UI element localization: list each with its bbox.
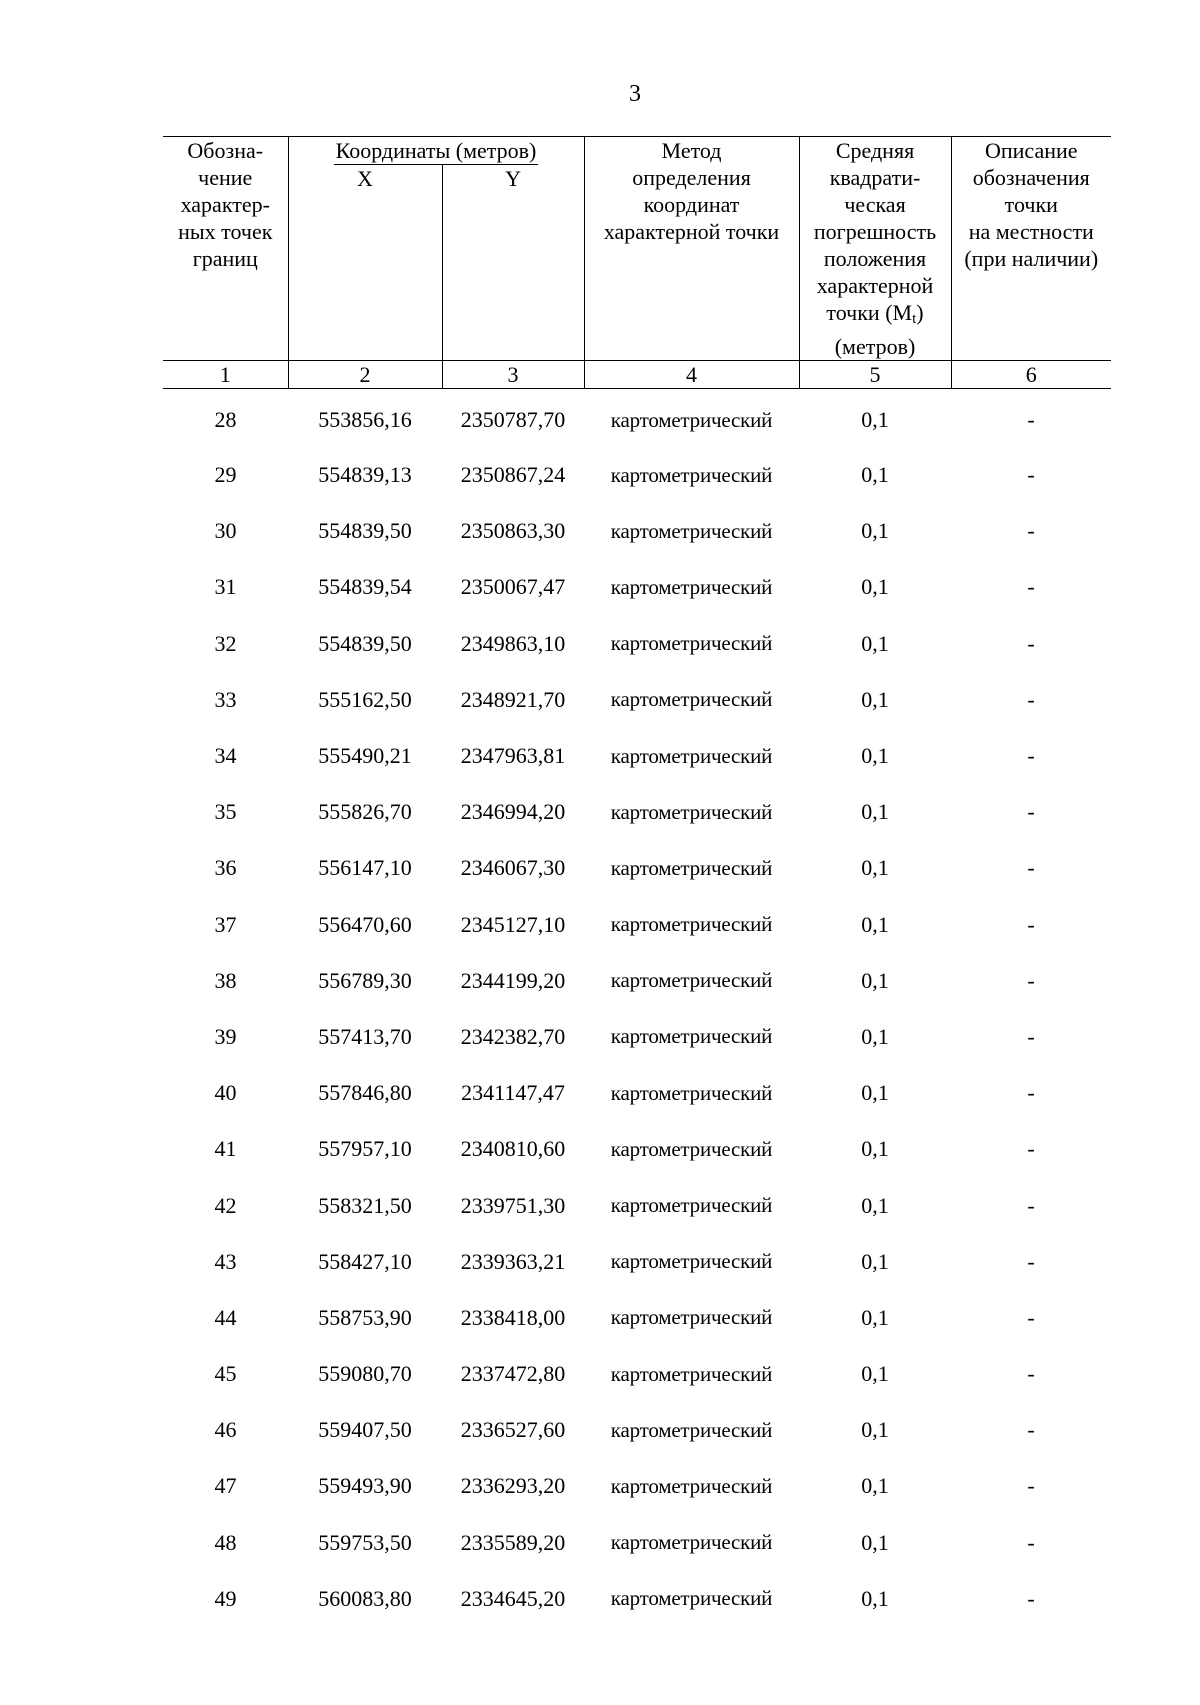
cell-point-number: 48 — [214, 1529, 237, 1555]
cell-x-coordinate: 554839,54 — [318, 574, 412, 600]
column-number: 6 — [951, 361, 1111, 389]
table-row — [163, 1065, 1111, 1121]
cell-description: - — [1027, 574, 1035, 600]
cell-y-coordinate: 2339363,21 — [460, 1248, 566, 1274]
cell-description: - — [1027, 1417, 1035, 1443]
cell-point-number: 35 — [214, 799, 237, 825]
cell-method: картометрический — [610, 1024, 773, 1049]
column-number: 1 — [163, 361, 288, 389]
cell-x-coordinate: 557846,80 — [318, 1080, 412, 1106]
cell-description: - — [1027, 911, 1035, 937]
cell-description: - — [1027, 518, 1035, 544]
column-number: 4 — [584, 361, 799, 389]
table-header — [163, 137, 1111, 389]
cell-point-number: 45 — [214, 1361, 237, 1387]
cell-x-coordinate: 556789,30 — [318, 967, 412, 993]
cell-description: - — [1027, 1529, 1035, 1555]
table-row — [163, 897, 1111, 953]
table-row — [163, 1458, 1111, 1514]
cell-method: картометрический — [610, 1080, 773, 1105]
cell-y-coordinate: 2346994,20 — [460, 799, 566, 825]
cell-point-number: 30 — [214, 518, 237, 544]
cell-method: картометрический — [610, 687, 773, 712]
cell-point-number: 47 — [214, 1473, 237, 1499]
cell-mean-square-error: 0,1 — [861, 911, 889, 937]
header-error-line: ческая — [844, 192, 906, 217]
table-row — [163, 840, 1111, 896]
cell-description: - — [1027, 630, 1035, 656]
cell-description: - — [1027, 407, 1035, 432]
cell-description: - — [1027, 1585, 1035, 1611]
cell-y-coordinate: 2347963,81 — [460, 743, 566, 769]
cell-y-coordinate: 2335589,20 — [460, 1529, 566, 1555]
header-error-mt-suffix: ) — [916, 300, 924, 325]
cell-point-number: 32 — [214, 630, 237, 656]
cell-point-number: 38 — [214, 967, 237, 993]
table-row — [163, 1402, 1111, 1458]
cell-point-number: 29 — [214, 462, 237, 488]
header-method-line: характерной точки — [603, 219, 780, 244]
cell-mean-square-error: 0,1 — [861, 1304, 889, 1330]
table-row — [163, 389, 1111, 448]
cell-mean-square-error: 0,1 — [861, 407, 889, 432]
cell-x-coordinate: 559493,90 — [318, 1473, 412, 1499]
table-row — [163, 1571, 1111, 1627]
cell-x-coordinate: 558321,50 — [318, 1192, 412, 1218]
column-number: 5 — [799, 361, 951, 389]
cell-mean-square-error: 0,1 — [861, 1248, 889, 1274]
cell-method: картометрический — [610, 968, 773, 993]
cell-method: картометрический — [610, 743, 773, 768]
header-method-line: координат — [643, 192, 740, 217]
cell-description: - — [1027, 799, 1035, 825]
header-point-designation-line: характер- — [180, 192, 270, 217]
table-row — [163, 672, 1111, 728]
cell-y-coordinate: 2350787,70 — [460, 407, 566, 432]
cell-x-coordinate: 557957,10 — [318, 1136, 412, 1162]
cell-method: картометрический — [610, 1473, 773, 1498]
cell-point-number: 28 — [214, 407, 237, 432]
cell-x-coordinate: 560083,80 — [318, 1585, 412, 1611]
column-number: 3 — [442, 361, 584, 389]
cell-point-number: 46 — [214, 1417, 237, 1443]
cell-method: картометрический — [610, 462, 773, 487]
cell-description: - — [1027, 686, 1035, 712]
table-row — [163, 1290, 1111, 1346]
header-point-designation-line: ных точек — [178, 219, 273, 244]
page-number: 3 — [629, 81, 641, 107]
header-mean-square-error — [799, 137, 951, 361]
cell-description: - — [1027, 1136, 1035, 1162]
header-coordinates-title: Координаты (метров) — [335, 138, 537, 163]
header-error-line: квадрати- — [829, 165, 921, 190]
cell-method: картометрический — [610, 1417, 773, 1442]
cell-y-coordinate: 2336527,60 — [460, 1417, 566, 1443]
cell-mean-square-error: 0,1 — [861, 462, 889, 488]
table-row — [163, 1121, 1111, 1177]
cell-method: картометрический — [610, 855, 773, 880]
cell-point-number: 39 — [214, 1023, 237, 1049]
cell-y-coordinate: 2339751,30 — [460, 1192, 566, 1218]
cell-description: - — [1027, 743, 1035, 769]
table-row — [163, 1234, 1111, 1290]
cell-y-coordinate: 2340810,60 — [460, 1136, 566, 1162]
cell-mean-square-error: 0,1 — [861, 1136, 889, 1162]
cell-x-coordinate: 555490,21 — [318, 743, 412, 769]
header-error-mt-subscript: t — [912, 311, 917, 327]
cell-x-coordinate: 559080,70 — [318, 1361, 412, 1387]
cell-method: картометрический — [610, 631, 773, 656]
header-method-line: Метод — [661, 138, 722, 163]
cell-x-coordinate: 554839,50 — [318, 630, 412, 656]
table-row — [163, 1346, 1111, 1402]
cell-description: - — [1027, 1080, 1035, 1106]
cell-y-coordinate: 2350867,24 — [460, 462, 566, 488]
cell-mean-square-error: 0,1 — [861, 743, 889, 769]
cell-description: - — [1027, 1192, 1035, 1218]
header-point-designation-line: чение — [198, 165, 253, 190]
header-description-line: обозначения — [972, 165, 1090, 190]
cell-y-coordinate: 2341147,47 — [461, 1080, 565, 1106]
cell-point-number: 43 — [214, 1248, 237, 1274]
cell-method: картометрический — [610, 912, 773, 937]
cell-y-coordinate: 2334645,20 — [460, 1585, 566, 1611]
cell-x-coordinate: 559753,50 — [318, 1529, 412, 1555]
cell-mean-square-error: 0,1 — [861, 1585, 889, 1611]
cell-x-coordinate: 557413,70 — [318, 1023, 412, 1049]
header-error-line: характерной — [816, 273, 934, 298]
cell-point-number: 49 — [214, 1585, 237, 1611]
table-row — [163, 1515, 1111, 1571]
cell-mean-square-error: 0,1 — [861, 967, 889, 993]
cell-method: картометрический — [610, 518, 773, 543]
cell-description: - — [1027, 1473, 1035, 1499]
cell-x-coordinate: 555826,70 — [318, 799, 412, 825]
cell-method: картометрический — [610, 1586, 773, 1611]
cell-point-number: 36 — [214, 855, 237, 881]
cell-x-coordinate: 553856,16 — [318, 407, 412, 432]
cell-x-coordinate: 554839,13 — [318, 462, 412, 488]
table-row — [163, 1177, 1111, 1233]
cell-description: - — [1027, 855, 1035, 881]
cell-y-coordinate: 2344199,20 — [460, 967, 566, 993]
cell-point-number: 31 — [214, 574, 237, 600]
cell-y-coordinate: 2350067,47 — [460, 574, 566, 600]
cell-method: картометрический — [610, 1136, 773, 1161]
header-x: X — [288, 165, 442, 360]
cell-method: картометрический — [610, 799, 773, 824]
table-row — [163, 784, 1111, 840]
cell-mean-square-error: 0,1 — [861, 518, 889, 544]
header-coordinates-group — [288, 137, 584, 166]
cell-method: картометрический — [610, 1193, 773, 1218]
cell-description: - — [1027, 967, 1035, 993]
table-row — [163, 503, 1111, 559]
header-method-line: определения — [632, 165, 751, 190]
cell-x-coordinate: 555162,50 — [318, 686, 412, 712]
header-point-designation — [163, 137, 288, 361]
header-error-line: положения — [823, 246, 927, 271]
cell-y-coordinate: 2346067,30 — [460, 855, 566, 881]
cell-description: - — [1027, 462, 1035, 488]
cell-point-number: 44 — [214, 1304, 237, 1330]
cell-description: - — [1027, 1361, 1035, 1387]
cell-method: картометрический — [610, 1305, 773, 1330]
cell-description: - — [1027, 1304, 1035, 1330]
cell-mean-square-error: 0,1 — [861, 1417, 889, 1443]
cell-mean-square-error: 0,1 — [861, 1473, 889, 1499]
table-row — [163, 728, 1111, 784]
cell-point-number: 37 — [214, 911, 237, 937]
header-description-line: точки — [1004, 192, 1058, 217]
cell-x-coordinate: 556470,60 — [318, 911, 412, 937]
cell-mean-square-error: 0,1 — [861, 799, 889, 825]
cell-mean-square-error: 0,1 — [861, 1192, 889, 1218]
cell-x-coordinate: 558427,10 — [318, 1248, 412, 1274]
cell-y-coordinate: 2348921,70 — [460, 686, 566, 712]
header-point-designation-line: Обозна- — [187, 138, 264, 163]
table-body — [163, 389, 1111, 1627]
table-row — [163, 559, 1111, 615]
header-point-designation-line: границ — [192, 246, 258, 271]
table-row — [163, 953, 1111, 1009]
cell-y-coordinate: 2337472,80 — [460, 1361, 566, 1387]
cell-y-coordinate: 2336293,20 — [460, 1473, 566, 1499]
table-row — [163, 447, 1111, 503]
cell-y-coordinate: 2342382,70 — [460, 1023, 566, 1049]
cell-point-number: 41 — [214, 1136, 237, 1162]
cell-mean-square-error: 0,1 — [861, 1361, 889, 1387]
column-numbers-row — [163, 361, 1111, 389]
header-error-line: погрешность — [813, 219, 937, 244]
cell-x-coordinate: 556147,10 — [318, 855, 412, 881]
header-description-line: (при наличии) — [964, 246, 1099, 271]
header-description — [951, 137, 1111, 361]
cell-x-coordinate: 558753,90 — [318, 1304, 412, 1330]
cell-mean-square-error: 0,1 — [861, 1023, 889, 1049]
cell-description: - — [1027, 1248, 1035, 1274]
cell-point-number: 40 — [214, 1080, 237, 1106]
cell-method: картометрический — [610, 574, 773, 599]
cell-y-coordinate: 2338418,00 — [460, 1304, 566, 1330]
cell-description: - — [1027, 1023, 1035, 1049]
header-method — [584, 137, 799, 361]
header-description-line: Описание — [984, 138, 1078, 163]
cell-method: картометрический — [610, 1530, 773, 1555]
coordinates-table-wrapper — [163, 136, 1111, 1627]
header-error-mt-line — [802, 299, 949, 333]
header-error-line: (метров) — [834, 334, 916, 359]
cell-mean-square-error: 0,1 — [861, 1529, 889, 1555]
cell-point-number: 33 — [214, 686, 237, 712]
cell-x-coordinate: 559407,50 — [318, 1417, 412, 1443]
cell-x-coordinate: 554839,50 — [318, 518, 412, 544]
cell-y-coordinate: 2349863,10 — [460, 630, 566, 656]
cell-mean-square-error: 0,1 — [861, 574, 889, 600]
cell-y-coordinate: 2345127,10 — [460, 911, 566, 937]
cell-method: картометрический — [610, 1249, 773, 1274]
cell-mean-square-error: 0,1 — [861, 686, 889, 712]
header-error-line: Средняя — [835, 138, 915, 163]
cell-method: картометрический — [610, 1361, 773, 1386]
cell-y-coordinate: 2350863,30 — [460, 518, 566, 544]
header-description-line: на местности — [968, 219, 1094, 244]
cell-mean-square-error: 0,1 — [861, 855, 889, 881]
header-error-mt-prefix: точки (M — [826, 300, 913, 325]
table-row — [163, 1009, 1111, 1065]
coordinates-table — [163, 136, 1111, 1627]
cell-point-number: 42 — [214, 1192, 237, 1218]
table-row — [163, 616, 1111, 672]
header-y: Y — [442, 165, 584, 360]
cell-method: картометрический — [610, 407, 773, 432]
column-number: 2 — [288, 361, 442, 389]
cell-mean-square-error: 0,1 — [861, 630, 889, 656]
cell-point-number: 34 — [214, 743, 237, 769]
cell-mean-square-error: 0,1 — [861, 1080, 889, 1106]
